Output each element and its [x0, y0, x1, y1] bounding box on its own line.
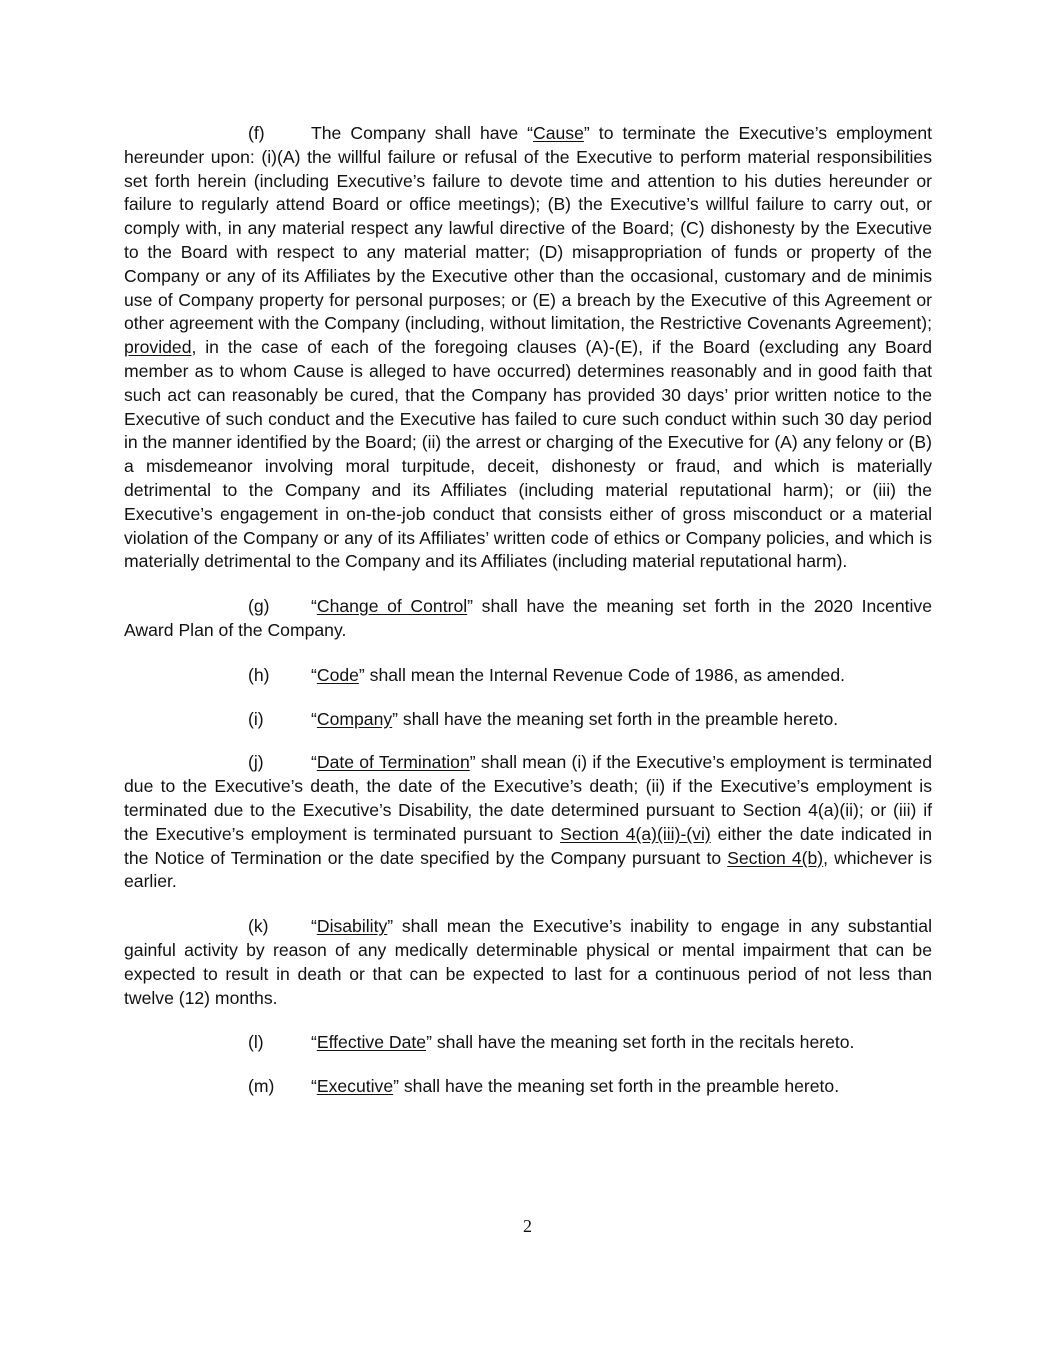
defined-term-disability: Disability — [316, 916, 388, 937]
paragraph-label: (k) — [248, 916, 269, 937]
defined-term-code: Code — [316, 664, 359, 685]
defined-term-executive: Executive — [316, 1076, 394, 1097]
provided-term: provided — [124, 337, 192, 358]
defined-term-cause: Cause — [533, 123, 584, 143]
document-page — [124, 122, 932, 1099]
paragraph-l-effective-date: (l) “Effective Date” shall have the meaning set forth in the recitals hereto. — [124, 1031, 932, 1055]
paragraph-m-executive: (m) “Executive” shall have the meaning set forth in the preamble hereto. — [124, 1075, 932, 1099]
page-number: 2 — [523, 1216, 532, 1236]
paragraph-h-code: (h) “Code” shall mean the Internal Revenue Code of 1986, as amended. — [124, 664, 932, 688]
paragraph-i-company: (i) “Company” shall have the meaning set forth in the preamble hereto. — [124, 708, 932, 732]
defined-term-effective-date: Effective Date — [316, 1032, 427, 1053]
defined-term-date-of-termination: Date of Termination — [316, 752, 470, 773]
paragraph-label: (f) — [248, 123, 265, 143]
paragraph-label: (m) — [248, 1076, 275, 1097]
section-reference-4b: Section 4(b) — [727, 847, 824, 868]
paragraph-label: (i) — [248, 708, 264, 729]
paragraph-j-date-of-termination: (j) “Date of Termination” shall mean (i) if the Executive’s employment is terminated due to the Executive’s death, the date of the Executive’s death; (ii) if the Executive’s employment is terminated due to the Executive’s Disability, the date determined pursuant to Section 4(a)(ii); or (iii) if the Executive’s employment is terminated pursuant to Section 4(a)(iii)-(vi) either the date indicated in the Notice of Termination or the date specified by the Company pursuant to Section 4(b), whichever is earlier. — [124, 752, 932, 892]
section-reference-4a-iii-vi: Section 4(a)(iii)-(vi) — [560, 823, 711, 844]
paragraph-f-cause: (f) The Company shall have “Cause” to terminate the Executive’s employment hereunder upon: (i)(A) the willful failure or refusal of the Executive to perform material responsibilities set forth herein (including Executive’s failure to devote time and attention to his duties hereunder or failure to regularly attend Board or office meetings); (B) the Executive’s willful failure to carry out, or comply with, in any material respect any lawful directive of the Board; (C) dishonesty by the Executive to the Board with respect to any material matter; (D) misappropriation of funds or property of the Company or any of its Affiliates by the Executive other than the occasional, customary and de minimis use of Company property for personal purposes; or (E) a breach by the Executive of this Agreement or other agreement with the Company (including, without limitation, the Restrictive Covenants Agreement); provided, in the case of each of the foregoing clauses (A)-(E), if the Board (excluding any Board member as to whom Cause is alleged to have occurred) determines reasonably and in good faith that such act can reasonably be cured, that the Company has provided 30 days’ prior written notice to the Executive of such conduct and the Executive has failed to cure such conduct within such 30 day period in the manner identified by the Board; (ii) the arrest or charging of the Executive for (A) any felony or (B) a misdemeanor involving moral turpitude, deceit, dishonesty or fraud, and which is materially detrimental to the Company and its Affiliates (including material reputational harm); or (iii) the Executive’s engagement in on-the-job conduct that consists either of gross misconduct or a material violation of the Company or any of its Affiliates’ written code of ethics or Company policies, and which is materially detrimental to the Company and its Affiliates (including material reputational harm). — [124, 123, 932, 572]
paragraph-label: (j) — [248, 752, 264, 773]
defined-term-company: Company — [316, 708, 393, 729]
paragraph-label: (h) — [248, 664, 270, 685]
paragraph-k-disability: (k) “Disability” shall mean the Executive’s inability to engage in any substantial gainful activity by reason of any medically determinable physical or mental impairment that can be expected to result in death or that can be expected to last for a continuous period of not less than twelve (12) months. — [124, 916, 932, 1008]
paragraph-label: (l) — [248, 1032, 264, 1053]
paragraph-label: (g) — [248, 596, 270, 617]
defined-term-change-of-control: Change of Control — [316, 596, 468, 617]
paragraph-g-change-of-control: (g) “Change of Control” shall have the meaning set forth in the 2020 Incentive Award Plan of the Company. — [124, 596, 933, 640]
